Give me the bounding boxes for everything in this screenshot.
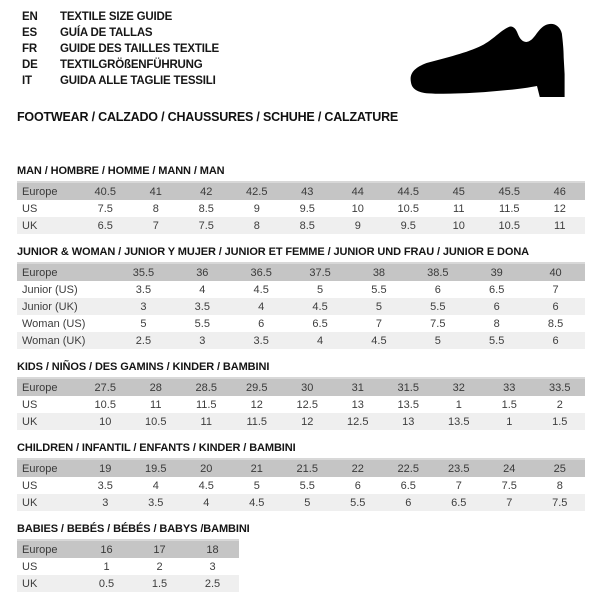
size-cell: 1 (103, 560, 110, 573)
language-row (22, 73, 219, 89)
size-cell: 3 (114, 298, 173, 315)
size-cell: 11.5 (232, 413, 283, 430)
row-label: UK (17, 494, 80, 511)
table-title: MAN / HOMBRE / HOMME / MANN / MAN (17, 165, 225, 177)
size-cell: 3 (173, 332, 232, 349)
size-cell: 4 (152, 479, 159, 492)
size-cell: 6 (467, 298, 526, 315)
size-cell: 43 (282, 182, 333, 200)
size-cell: 11 (535, 217, 586, 234)
size-cell: 10 (351, 202, 364, 215)
size-section-kids (17, 361, 585, 430)
size-cell: 22 (333, 459, 384, 477)
size-cell: 3.5 (97, 479, 113, 492)
size-cell: 13 (351, 398, 364, 411)
size-cell: 16 (80, 540, 133, 558)
category-heading: FOOTWEAR / CALZADO / CHAUSSURES / SCHUHE / CALZATURE (17, 110, 399, 124)
size-table-children (17, 458, 585, 511)
row-label: Junior (US) (22, 283, 78, 296)
size-cell: 4.5 (350, 332, 409, 349)
size-cell: 19 (80, 459, 131, 477)
size-cell: 3.5 (131, 494, 182, 511)
table-header-row (17, 378, 585, 396)
language-row (22, 57, 219, 73)
size-cell: 2 (156, 560, 163, 573)
size-cell: 8.5 (547, 317, 564, 330)
size-cell: 11 (453, 202, 465, 215)
row-label: Woman (UK) (17, 332, 114, 349)
table-header-row (17, 182, 585, 200)
size-cell: 40.5 (80, 182, 131, 200)
size-cell: 6.5 (80, 217, 131, 234)
size-cell: 32 (434, 378, 485, 396)
table-header-row (17, 540, 239, 558)
language-row (22, 41, 219, 57)
size-cell: 19.5 (131, 459, 182, 477)
size-cell: 7.5 (181, 217, 232, 234)
row-label: US (22, 479, 38, 492)
size-cell: 12.5 (333, 413, 384, 430)
size-cell: 11 (150, 398, 162, 411)
size-cell: 41 (131, 182, 182, 200)
size-cell: 12 (282, 413, 333, 430)
size-cell: 42 (181, 182, 232, 200)
table-row (17, 477, 585, 494)
size-cell: 2.5 (114, 332, 173, 349)
size-cell: 20 (181, 459, 232, 477)
size-cell: 28 (131, 378, 182, 396)
size-table-junior-woman (17, 262, 585, 349)
size-cell: 10.5 (484, 217, 535, 234)
size-cell: 8 (493, 317, 500, 330)
size-cell: 7 (375, 317, 382, 330)
size-cell: 30 (282, 378, 333, 396)
table-title: JUNIOR & WOMAN / JUNIOR Y MUJER / JUNIOR ET FEMME / JUNIOR UND FRAU / JUNIOR E DONA (17, 246, 530, 258)
size-cell: 17 (133, 540, 186, 558)
size-cell: 38 (350, 263, 409, 281)
size-cell: 6 (526, 298, 585, 315)
table-header-row (17, 459, 585, 477)
size-section-children (17, 442, 585, 511)
size-cell: 24 (484, 459, 535, 477)
size-cell: 10 (434, 217, 485, 234)
language-label: GUÍA DE TALLAS (60, 27, 153, 39)
size-cell: 4 (181, 494, 232, 511)
size-cell: 5.5 (408, 298, 467, 315)
size-table-kids (17, 377, 585, 430)
size-cell: 7 (484, 494, 535, 511)
language-label: GUIDA ALLE TAGLIE TESSILI (60, 75, 216, 87)
size-section-junior-woman (17, 246, 585, 349)
table-row (17, 200, 585, 217)
dress-shoe-silhouette (411, 24, 565, 97)
size-cell: 46 (535, 182, 586, 200)
size-cell: 6 (354, 479, 361, 492)
size-cell: 8 (152, 202, 159, 215)
size-cell: 12 (553, 202, 566, 215)
dress-shoe-icon (395, 17, 587, 109)
language-row (22, 25, 219, 41)
size-cell: 2.5 (186, 575, 239, 592)
table-row (17, 217, 585, 234)
table-title: BABIES / BEBÉS / BÉBÉS / BABYS /BAMBINI (17, 523, 250, 535)
size-cell: 27.5 (80, 378, 131, 396)
size-cell: 8.5 (282, 217, 333, 234)
table-row (17, 281, 585, 298)
row-label: US (22, 560, 38, 573)
size-cell: 10.5 (397, 202, 419, 215)
row-label: Europe (17, 540, 80, 558)
row-label: Woman (US) (22, 317, 86, 330)
table-row (17, 298, 585, 315)
row-label: US (22, 202, 38, 215)
table-title: CHILDREN / INFANTIL / ENFANTS / KINDER / BAMBINI (17, 442, 296, 454)
size-section-babies (17, 523, 585, 592)
size-cell: 4 (232, 298, 291, 315)
language-code: ES (22, 27, 37, 39)
table-row (17, 332, 585, 349)
size-cell: 10 (80, 413, 131, 430)
size-cell: 4 (291, 332, 350, 349)
size-cell: 38.5 (408, 263, 467, 281)
language-code: IT (22, 75, 32, 87)
size-cell: 5 (282, 494, 333, 511)
table-row (17, 413, 585, 430)
size-cell: 1.5 (535, 413, 586, 430)
size-cell: 25 (535, 459, 586, 477)
size-cell: 5.5 (467, 332, 526, 349)
size-cell: 10.5 (131, 413, 182, 430)
size-cell: 18 (186, 540, 239, 558)
size-cell: 6 (434, 283, 441, 296)
size-cell: 12.5 (296, 398, 318, 411)
row-label: Junior (UK) (17, 298, 114, 315)
size-cell: 4.5 (291, 298, 350, 315)
size-tables-container (17, 165, 585, 600)
size-cell: 22.5 (383, 459, 434, 477)
size-cell: 8 (232, 217, 283, 234)
size-cell: 1 (484, 413, 535, 430)
size-cell: 9 (253, 202, 260, 215)
size-cell: 29.5 (232, 378, 283, 396)
language-label: GUIDE DES TAILLES TEXTILE (60, 43, 219, 55)
language-row (22, 9, 219, 25)
size-cell: 6 (526, 332, 585, 349)
size-cell: 6.5 (400, 479, 416, 492)
size-cell: 11 (181, 413, 232, 430)
size-cell: 7 (552, 283, 559, 296)
size-cell: 7 (131, 217, 182, 234)
size-table-babies (17, 539, 239, 592)
table-row (17, 396, 585, 413)
size-cell: 36.5 (232, 263, 291, 281)
row-label: Europe (17, 263, 114, 281)
row-label: UK (17, 413, 80, 430)
language-code: DE (22, 59, 38, 71)
size-cell: 0.5 (80, 575, 133, 592)
size-cell: 33 (484, 378, 535, 396)
size-cell: 42.5 (232, 182, 283, 200)
size-cell: 9 (333, 217, 384, 234)
size-cell: 9.5 (383, 217, 434, 234)
size-cell: 5.5 (371, 283, 387, 296)
size-cell: 5 (317, 283, 324, 296)
size-cell: 4.5 (232, 494, 283, 511)
size-cell: 3.5 (135, 283, 152, 296)
table-row (17, 494, 585, 511)
size-cell: 6.5 (434, 494, 485, 511)
size-cell: 21 (232, 459, 283, 477)
size-cell: 11.5 (498, 202, 520, 215)
size-cell: 3.5 (232, 332, 291, 349)
size-cell: 7 (455, 479, 462, 492)
size-cell: 21.5 (282, 459, 333, 477)
size-cell: 1.5 (501, 398, 517, 411)
size-cell: 12 (250, 398, 263, 411)
size-cell: 7.5 (535, 494, 586, 511)
table-row (17, 575, 239, 592)
language-code: EN (22, 11, 38, 23)
size-cell: 7.5 (97, 202, 113, 215)
size-cell: 6 (258, 317, 265, 330)
size-cell: 36 (173, 263, 232, 281)
size-cell: 5.5 (333, 494, 384, 511)
size-cell: 13.5 (434, 413, 485, 430)
size-cell: 4.5 (253, 283, 269, 296)
size-cell: 9.5 (299, 202, 315, 215)
language-title-block (22, 9, 219, 89)
size-cell: 31.5 (383, 378, 434, 396)
size-cell: 5.5 (299, 479, 315, 492)
size-cell: 44.5 (383, 182, 434, 200)
size-cell: 1 (455, 398, 462, 411)
size-cell: 45.5 (484, 182, 535, 200)
size-cell: 8.5 (198, 202, 214, 215)
table-title: KIDS / NIÑOS / DES GAMINS / KINDER / BAMBINI (17, 361, 270, 373)
size-cell: 23.5 (434, 459, 485, 477)
size-cell: 7.5 (501, 479, 517, 492)
size-cell: 5 (253, 479, 260, 492)
size-cell: 3.5 (173, 298, 232, 315)
size-cell: 10.5 (94, 398, 116, 411)
size-section-man (17, 165, 585, 234)
size-cell: 7.5 (430, 317, 446, 330)
size-cell: 45 (434, 182, 485, 200)
size-cell: 5 (350, 298, 409, 315)
size-cell: 13.5 (397, 398, 419, 411)
size-cell: 40 (526, 263, 585, 281)
size-cell: 3 (80, 494, 131, 511)
size-cell: 5 (408, 332, 467, 349)
size-cell: 13 (383, 413, 434, 430)
size-cell: 6.5 (489, 283, 505, 296)
size-cell: 33.5 (535, 378, 586, 396)
row-label: Europe (17, 378, 80, 396)
size-cell: 28.5 (181, 378, 232, 396)
size-cell: 35.5 (114, 263, 173, 281)
size-table-man (17, 181, 585, 234)
table-header-row (17, 263, 585, 281)
size-cell: 37.5 (291, 263, 350, 281)
row-label: UK (17, 217, 80, 234)
size-cell: 4.5 (198, 479, 214, 492)
size-cell: 5 (140, 317, 147, 330)
language-label: TEXTILE SIZE GUIDE (60, 11, 173, 23)
row-label: Europe (17, 182, 80, 200)
size-cell: 1.5 (133, 575, 186, 592)
size-cell: 44 (333, 182, 384, 200)
size-cell: 31 (333, 378, 384, 396)
size-cell: 4 (199, 283, 206, 296)
language-code: FR (22, 43, 37, 55)
size-cell: 39 (467, 263, 526, 281)
size-cell: 11.5 (195, 398, 217, 411)
size-cell: 6.5 (312, 317, 328, 330)
row-label: US (22, 398, 38, 411)
row-label: Europe (17, 459, 80, 477)
language-label: TEXTILGRÖßENFÜHRUNG (60, 59, 203, 71)
size-cell: 3 (209, 560, 216, 573)
size-cell: 8 (556, 479, 563, 492)
size-cell: 6 (383, 494, 434, 511)
size-cell: 5.5 (194, 317, 210, 330)
size-cell: 2 (556, 398, 563, 411)
table-row (17, 315, 585, 332)
row-label: UK (17, 575, 80, 592)
table-row (17, 558, 239, 575)
